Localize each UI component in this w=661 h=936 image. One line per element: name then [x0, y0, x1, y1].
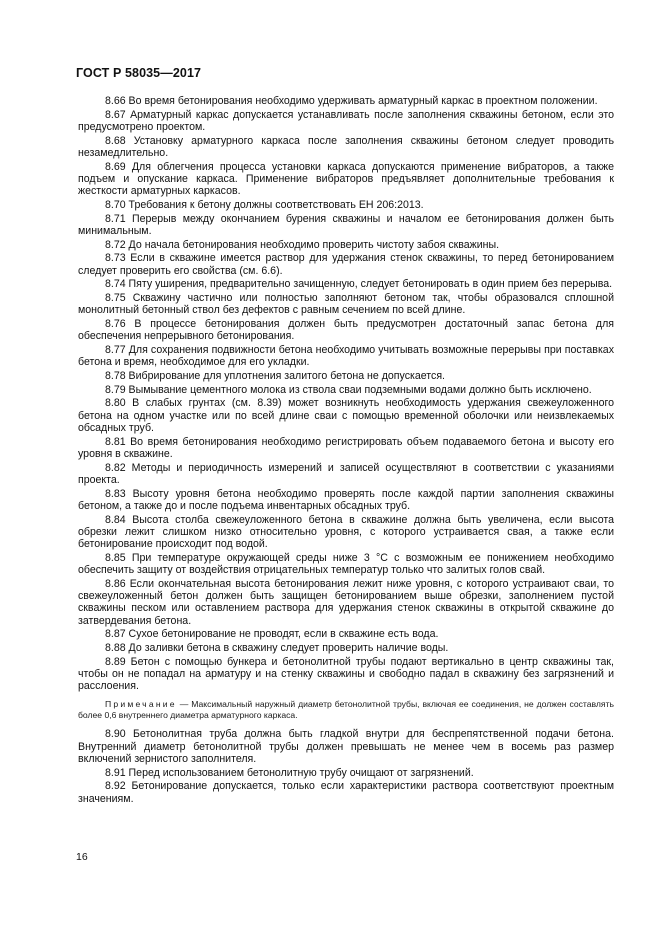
note-text: — Максимальный наружный диаметр бетонолитной трубы, включая ее соединения, не должен составлять более 0,6 внутреннего диаметра арматурного каркаса. [78, 698, 614, 721]
clause-paragraph: 8.72 До начала бетонирования необходимо проверить чистоту забоя скважины. [105, 238, 500, 251]
clause-paragraph: 8.78 Вибрирование для уплотнения залитого бетона не допускается. [105, 369, 446, 382]
clause-paragraph: 8.77 Для сохранения подвижности бетона необходимо учитывать возможные перерывы при поставках бетона и время, необходимое для его укладки. [78, 343, 614, 369]
clause-paragraph: 8.91 Перед использованием бетонолитную трубу очищают от загрязнений. [105, 766, 474, 779]
paragraph-group-main [78, 95, 614, 693]
clause-paragraph: 8.71 Перерыв между окончанием бурения скважины и началом ее бетонирования должен быть минимальным. [78, 212, 614, 237]
note [78, 699, 614, 722]
paragraph-group-after-note [78, 728, 614, 805]
clause-paragraph: 8.85 При температуре окружающей среды ниже 3 °С с возможным ее понижением необходимо обеспечить защиту от воздействия отрицательных температур только что залитых голов свай. [78, 551, 614, 577]
document-header: ГОСТ Р 58035—2017 [76, 66, 202, 80]
clause-paragraph: 8.69 Для облегчения процесса установки каркаса допускаются применение вибраторов, а также подъем и опускание каркаса. Применение вибраторов предъявляет дополнительные требования к жесткости арматурных каркасов. [78, 160, 614, 198]
page-number: 16 [76, 851, 88, 863]
clause-paragraph: 8.80 В слабых грунтах (см. 8.39) может возникнуть необходимость удержания свежеуложенного бетона на одном участке или по всей длине сваи с помощью временной оболочки или неизвлекаемых обсадных труб. [78, 397, 614, 434]
clause-paragraph: 8.90 Бетонолитная труба должна быть гладкой внутри для беспрепятственной подачи бетона. Внутренний диаметр бетонолитной трубы должен превышать не менее чем в восемь раз размер включений зернистого заполнителя. [78, 728, 614, 766]
clause-paragraph: 8.67 Арматурный каркас допускается устанавливать после заполнения скважины бетоном, если это предусмотрено проектом. [78, 108, 614, 133]
clause-paragraph: 8.81 Во время бетонирования необходимо регистрировать объем подаваемого бетона и высоту его уровня в скважине. [78, 435, 614, 460]
document-body [78, 95, 614, 806]
clause-paragraph: 8.92 Бетонирование допускается, только если характеристики раствора соответствуют проектным значениям. [78, 780, 614, 805]
clause-paragraph: 8.75 Скважину частично или полностью заполняют бетоном так, чтобы образовался сплошной монолитный бетонный ствол без дефектов с равным сечением по всей длине. [78, 291, 614, 317]
clause-paragraph: 8.89 Бетон с помощью бункера и бетонолитной трубы подают вертикально в центр скважины так, чтобы он не попадал на арматуру и на стенку скважины и свободно падал в скважину без загрязнений и расслоения. [78, 655, 614, 693]
clause-paragraph: 8.83 Высоту уровня бетона необходимо проверять после каждой партии заполнения скважины бетоном, а также до и после подъема инвентарных обсадных труб. [78, 487, 614, 512]
clause-paragraph: 8.79 Вымывание цементного молока из ствола сваи подземными водами должно быть исключено. [105, 383, 592, 396]
clause-paragraph: 8.68 Установку арматурного каркаса после заполнения скважины бетоном следует проводить незамедлительно. [78, 134, 614, 159]
note-label: Примечание [105, 698, 177, 709]
clause-paragraph: 8.82 Методы и периодичность измерений и записей осуществляют в соответствии с указаниями проекта. [78, 461, 614, 486]
clause-paragraph: 8.70 Требования к бетону должны соответствовать ЕН 206:2013. [105, 198, 424, 211]
clause-paragraph: 8.88 До заливки бетона в скважину следует проверить наличие воды. [105, 642, 449, 655]
clause-paragraph: 8.76 В процессе бетонирования должен быть предусмотрен достаточный запас бетона для обеспечения непрерывного бетонирования. [78, 317, 614, 343]
clause-paragraph: 8.74 Пяту уширения, предварительно зачищенную, следует бетонировать в один прием без перерыва. [105, 278, 613, 291]
clause-paragraph: 8.84 Высота столба свежеуложенного бетона в скважине должна быть увеличена, если высота обрезки лежит слишком низко относительно уровня, с которого устраивается свая, а также если бетонирование происходит под водой. [78, 513, 614, 551]
clause-paragraph: 8.86 Если окончательная высота бетонирования лежит ниже уровня, с которого устраивают сваи, то свежеуложенный бетон должен быть защищен бетонированием выше обрезки, заполнением пустой скважины песком или оставлением раствора для удержания стенок скважины в открытой скважине до затвердевания бетона. [78, 577, 614, 627]
clause-paragraph: 8.66 Во время бетонирования необходимо удерживать арматурный каркас в проектном положении. [105, 95, 598, 107]
clause-paragraph: 8.73 Если в скважине имеется раствор для удержания стенок скважины, то перед бетонированием следует проверить его свойства (см. 6.6). [78, 252, 614, 277]
clause-paragraph: 8.87 Сухое бетонирование не проводят, если в скважине есть вода. [105, 628, 439, 641]
